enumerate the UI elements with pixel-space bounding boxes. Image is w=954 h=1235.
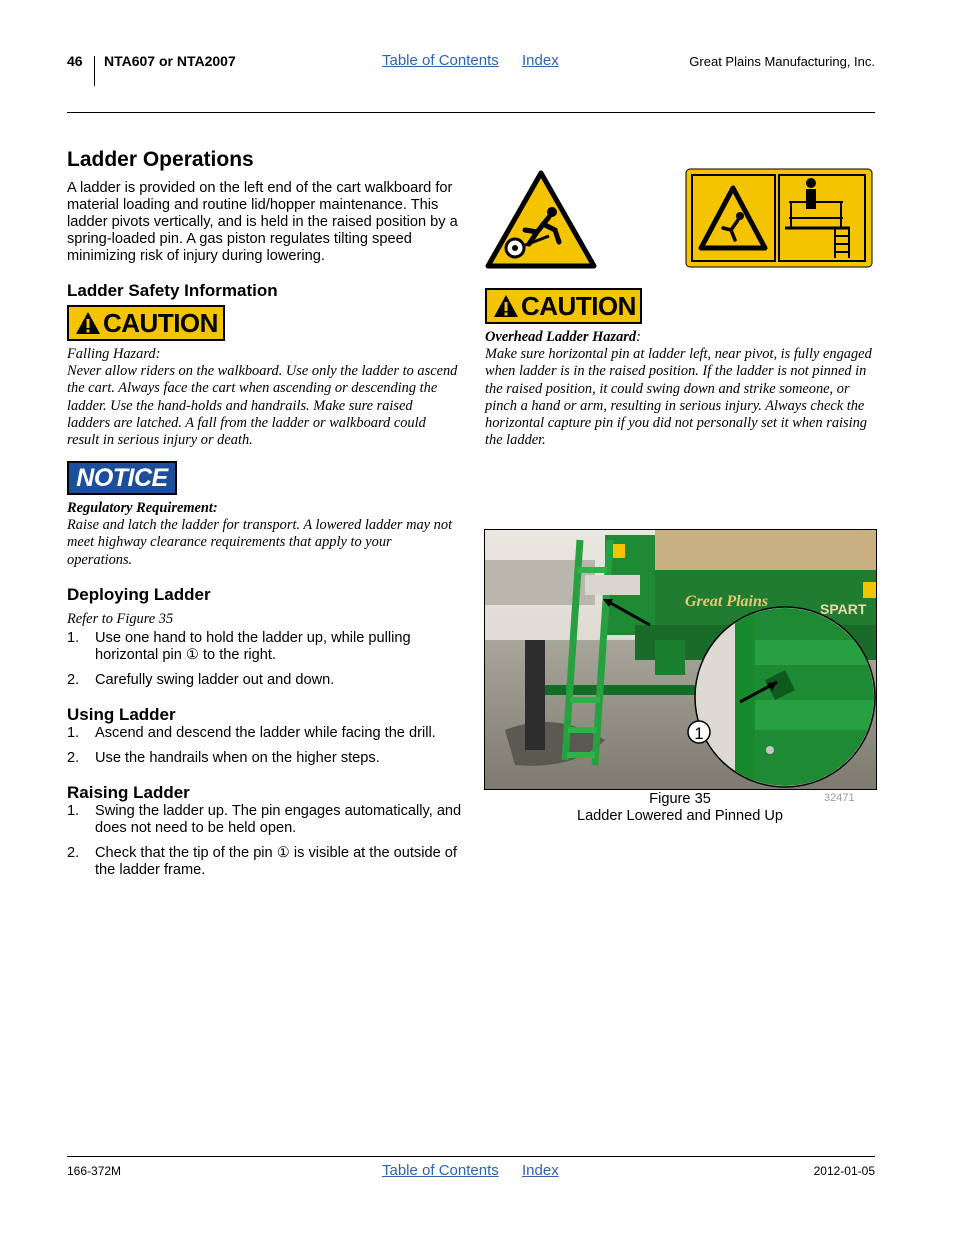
raising-heading: Raising Ladder [67,783,190,802]
regulatory-block [67,500,459,569]
falling-hazard-title: Falling Hazard [67,346,156,362]
notice-text: NOTICE [76,463,168,492]
part-number: 32471 [824,792,855,804]
callout-number: 1 [694,724,704,743]
list-item: 1. Swing the ladder up. The pin engages automatically, and does not need to be held open. [67,803,462,836]
toc-link-header[interactable]: Table of Contents [382,52,499,69]
caution-text: CAUTION [103,307,218,338]
safety-heading: Ladder Safety Information [67,281,278,300]
company-name: Great Plains Manufacturing, Inc. [689,54,875,69]
doc-number: 166-372M [67,1164,122,1178]
overhead-hazard-block: Overhead Ladder Hazard: Make sure horizontal pin at ladder left, near pivot, is fully engaged when ladder is in the raised position. If the ladder is not pinned in the raised position, it could swing down and strike someone, or pinch a hand or arm, resulting in serious injury. Always check the horizontal capture pin if you did not personally set it when raising the ladder. [485,329,875,449]
warning-triangle-icon [493,294,519,318]
list-item: 1. Use one hand to hold the ladder up, while pulling horizontal pin ① to the right. [67,630,411,663]
overhead-hazard-decal-icon [685,168,873,268]
header-divider [94,56,95,86]
list-item: 2. Carefully swing ladder out and down. [67,672,335,688]
raising-steps [67,803,462,887]
caution-label-falling [67,305,225,341]
falling-hazard-sign-icon [485,170,597,269]
figure-reference: Refer to Figure 35 [67,611,174,627]
doc-date: 2012-01-05 [813,1164,875,1178]
page-number: 46 [67,53,83,69]
deploying-heading: Deploying Ladder [67,585,211,604]
falling-hazard-block: Falling Hazard: Never allow riders on the walkboard. Use only the ladder to ascend the cart. Always face the cart when ascending or descending the ladder. Use the hand-holds and handrails. Make sure raised ladders are latched. A fall from the ladder or walkboard could result in serious injury or death. [67,346,458,449]
warning-triangle-icon [75,311,101,335]
model-name: NTA607 or NTA2007 [104,53,236,69]
list-item: 1. Ascend and descend the ladder while facing the drill. [67,725,436,741]
regulatory-text: Raise and latch the ladder for transport. A lowered ladder may not meet highway clearance requirements that apply to your operations. [67,517,453,568]
caution-label-overhead [485,288,642,324]
overhead-hazard-title: Overhead Ladder Hazard [485,329,637,345]
figure-caption: Ladder Lowered and Pinned Up [576,808,784,824]
index-link-footer[interactable]: Index [522,1162,559,1179]
regulatory-title: Regulatory Requirement: [67,500,218,516]
notice-label [67,461,177,495]
list-item: 2. Use the handrails when on the higher steps. [67,750,380,766]
falling-hazard-text: Never allow riders on the walkboard. Use only the ladder to ascend the cart. Always face the cart when ascending or descending the ladder. Use the hand-holds and handrails. Make sure raised ladders are latched. A fall from the ladder or walkboard could result in serious injury or death. [67,363,458,449]
brand-text: Great Plains [685,593,769,610]
footer-rule [67,1156,875,1157]
deploying-steps [67,630,462,697]
list-item: 2. Check that the tip of the pin ① is visible at the outside of the ladder frame. [67,845,457,878]
overhead-hazard-text: Make sure horizontal pin at ladder left, near pivot, is fully engaged when ladder is in the raised position. If the ladder is not pinned in the raised position, it could swing down and strike someone, or pinch a hand or arm, resulting in serious injury. Always check the horizontal capture pin if you did not personally set it when raising the ladder. [485,346,872,449]
toc-link-footer[interactable]: Table of Contents [382,1162,499,1179]
using-heading: Using Ladder [67,705,176,724]
intro-paragraph: A ladder is provided on the left end of the cart walkboard for material loading and routine lid/hopper maintenance. This ladder pivots vertically, and is held in the raised position by a spring-loaded pin. A gas piston regulates tilting speed minimizing risk of injury during lowering. [67,180,458,264]
brand-text-2: SPART [820,601,867,617]
figure-label: Figure 35 [649,791,711,807]
using-steps [67,725,462,775]
header-rule [67,112,875,113]
page-title: Ladder Operations [67,148,254,171]
index-link-header[interactable]: Index [522,52,559,69]
caution-text: CAUTION [521,290,636,321]
figure-photo [484,529,877,790]
